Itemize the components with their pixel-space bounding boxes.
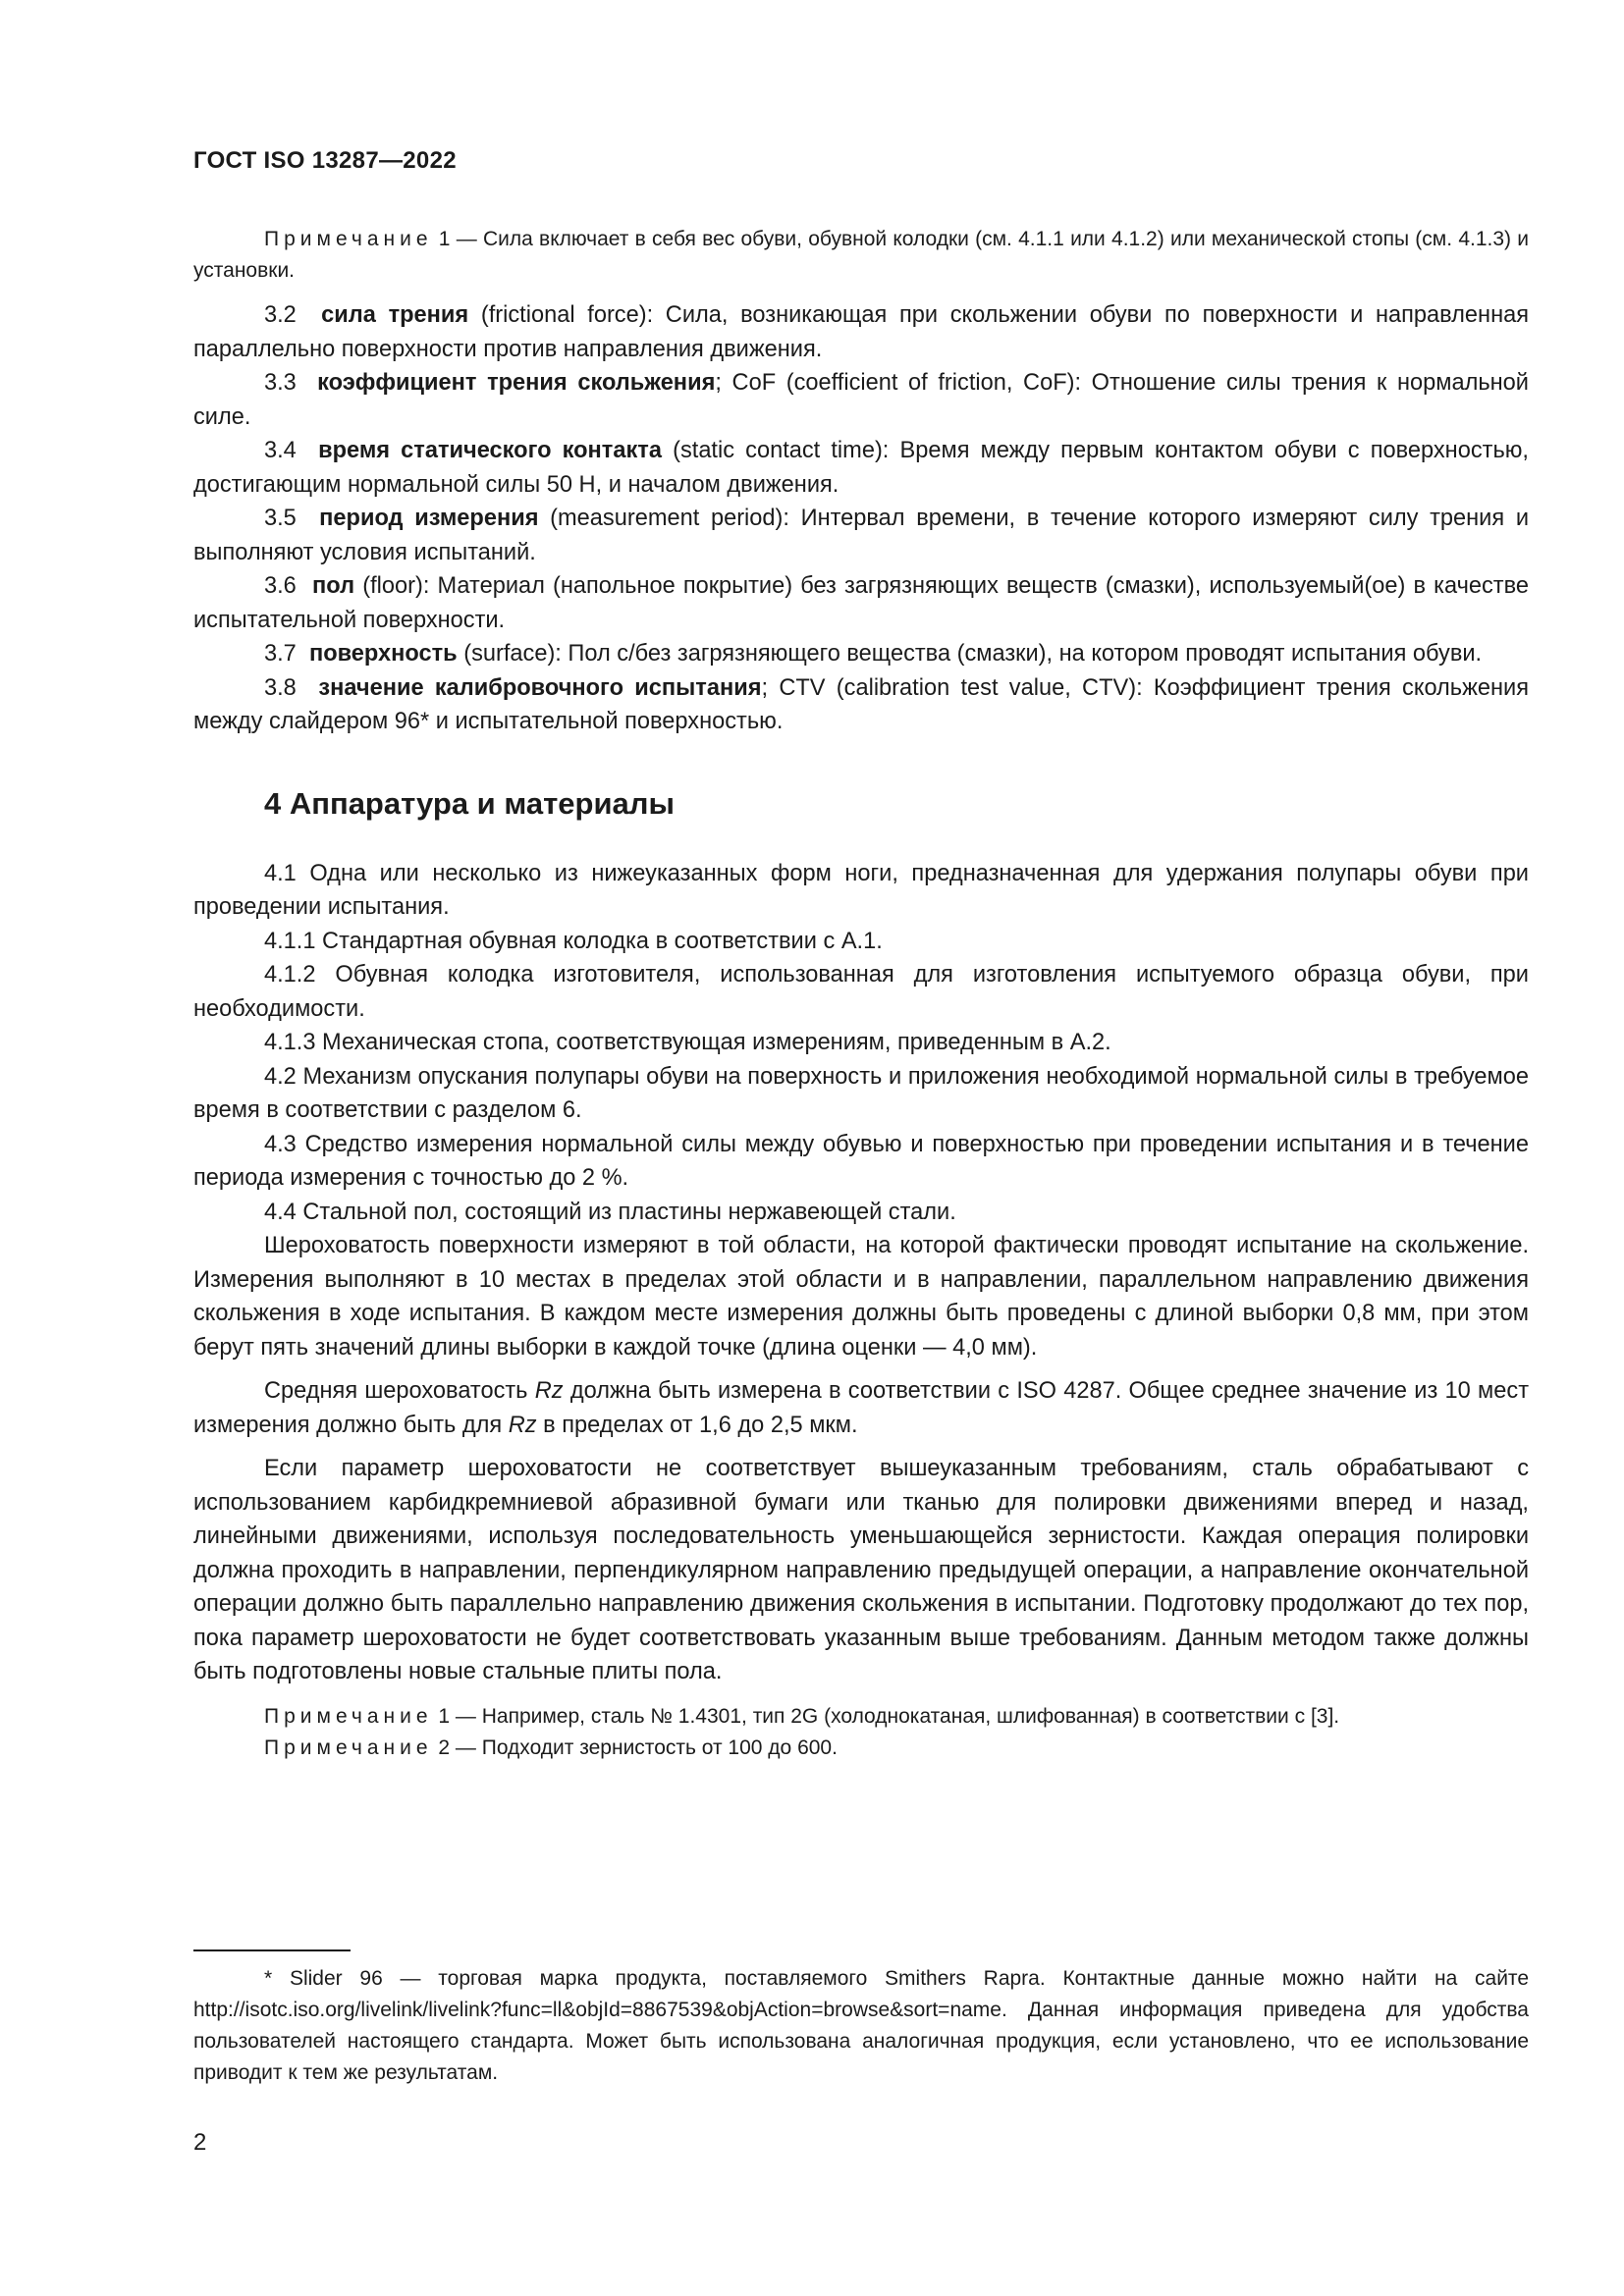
paragraph-polishing: Если параметр шероховатости не соответствует вышеуказанным требованиям, сталь обрабатывают с использованием карбидкремниевой абразивной бумаги или тканью для полировки движениями вперед и назад, линейными движениями, используя последовательность уменьшающейся зернистости. Каждая операция полировки должна проходить в направлении, перпендикулярном направлению предыдущей операции, а направление окончательной операции должно быть параллельно направлению движения скольжения в испытании. Подготовку продолжают до тех пор, пока параметр шероховатости не будет соответствовать указанным выше требованиям. Данным методом также должны быть подготовлены новые стальные плиты пола. (193, 1456, 1529, 1684)
paragraph-4-1-2: 4.1.2 Обувная колодка изготовителя, использованная для изготовления испытуемого образца обуви, при необходимости. (193, 962, 1529, 1022)
definition-text: (frictional force): Сила, возникающая при скольжении обуви по поверхности и направленная параллельно поверхности против направления движения. (193, 302, 1529, 362)
rz-symbol: Rz (534, 1378, 564, 1404)
definition-3-3 (193, 366, 1529, 434)
page-number: 2 (193, 2129, 207, 2156)
note-text: 1 — Например, сталь № 1.4301, тип 2G (холоднокатаная, шлифованная) в соответствии с [3]. (432, 1704, 1340, 1728)
definition-text: (static contact time): Время между первым контактом обуви с поверхностью, достигающим нормальной силы 50 Н, и началом движения. (193, 438, 1529, 498)
paragraph-4-4: 4.4 Стальной пол, состоящий из пластины нержавеющей стали. (264, 1199, 956, 1225)
definition-term: сила трения (321, 302, 469, 328)
note-text: 2 — Подходит зернистость от 100 до 600. (432, 1735, 838, 1759)
definition-term: коэффициент трения скольжения (317, 370, 716, 396)
definition-term: время статического контакта (318, 438, 662, 463)
definition-term: период измерения (319, 506, 539, 531)
definition-3-8 (193, 671, 1529, 739)
definition-term: пол (312, 573, 355, 599)
text-fragment: должна быть измерена в соответствии с ISO 4287. Общее среднее значение из 10 мест измерения должно быть для (193, 1378, 1529, 1438)
note-1 (193, 1701, 1529, 1733)
note-text: 1 — Сила включает в себя вес обуви, обувной колодки (см. 4.1.1 или 4.1.2) или механической стопы (см. 4.1.3) и установки. (193, 228, 1529, 282)
paragraph-4-3: 4.3 Средство измерения нормальной силы между обувью и поверхностью при проведении испытания и в течение периода измерения с точностью до 2 %. (193, 1131, 1529, 1191)
footnote-separator (193, 1949, 351, 1951)
document-header: ГОСТ ISO 13287—2022 (193, 147, 457, 174)
paragraph-4-1-3: 4.1.3 Механическая стопа, соответствующая измерениям, приведенным в А.2. (264, 1030, 1111, 1055)
definition-number: 3.5 (264, 506, 297, 531)
section-title: 4 Аппаратура и материалы (264, 785, 675, 821)
definition-number: 3.2 (264, 302, 297, 328)
paragraph-4-1-1: 4.1.1 Стандартная обувная колодка в соответствии с А.1. (264, 928, 883, 954)
definition-text: (measurement period): Интервал времени, в течение которого измеряют силу трения и выполняют условия испытаний. (193, 506, 1529, 565)
footnote (193, 1963, 1529, 2089)
definition-text: (floor): Материал (напольное покрытие) без загрязняющих веществ (смазки), используемый(ое) в качестве испытательной поверхности. (193, 573, 1529, 633)
definition-3-7 (193, 637, 1529, 671)
definition-3-5 (193, 502, 1529, 569)
paragraph-rz (193, 1374, 1529, 1442)
text-fragment: Средняя шероховатость (264, 1378, 535, 1404)
definition-text: (surface): Пол с/без загрязняющего вещества (смазки), на котором проводят испытания обуви. (457, 641, 1483, 667)
note-label: Примечание (264, 228, 433, 250)
paragraph-roughness: Шероховатость поверхности измеряют в той области, на которой фактически проводят испытание на скольжение. Измерения выполняют в 10 местах в пределах этой области и в направлении, параллельном направлению движения скольжения в ходе испытания. В каждом месте измерения должны быть проведены с длиной выборки 0,8 мм, при этом берут пять значений длины выборки в каждой точке (длина оценки — 4,0 мм). (193, 1233, 1529, 1361)
definition-text: ; CTV (calibration test value, CTV): Коэффициент трения скольжения между слайдером 96* и испытательной поверхностью. (193, 674, 1529, 734)
paragraph-4-2: 4.2 Механизм опускания полупары обуви на поверхность и приложения необходимой нормальной силы в требуемое время в соответствии с разделом 6. (193, 1063, 1529, 1123)
definition-3-6 (193, 569, 1529, 637)
definition-3-2 (193, 298, 1529, 366)
definition-term: значение калибровочного испытания (318, 674, 762, 701)
rz-symbol: Rz (508, 1412, 537, 1438)
text-fragment: в пределах от 1,6 до 2,5 мкм. (536, 1412, 858, 1438)
note-label: Примечание (264, 1735, 433, 1759)
definition-number: 3.6 (264, 573, 297, 599)
definition-term: поверхность (308, 641, 458, 667)
definition-note (193, 224, 1529, 287)
definition-number: 3.4 (264, 438, 297, 463)
definition-number: 3.3 (264, 370, 297, 396)
footnote-text: * Slider 96 — торговая марка продукта, поставляемого Smithers Rapra. Контактные данные можно найти на сайте http://isotc.iso.org/livelink/livelink?func=ll&objId=8867539&objAction=browse&sort=name. Данная информация приведена для удобства пользователей настоящего стандарта. Может быть использована аналогичная продукция, если установлено, что ее использование приводит к тем же результатам. (193, 1967, 1529, 2084)
note-2 (193, 1733, 1529, 1764)
document-body (193, 224, 1529, 1764)
definition-text: ; CoF (coefficient of friction, CoF): Отношение силы трения к нормальной силе. (193, 370, 1529, 430)
paragraph-4-1: 4.1 Одна или несколько из нижеуказанных форм ноги, предназначенная для удержания полупары обуви при проведении испытания. (193, 860, 1529, 920)
definition-number: 3.8 (264, 674, 297, 701)
definition-number: 3.7 (264, 641, 297, 667)
note-label: Примечание (264, 1704, 433, 1728)
definition-3-4 (193, 434, 1529, 502)
